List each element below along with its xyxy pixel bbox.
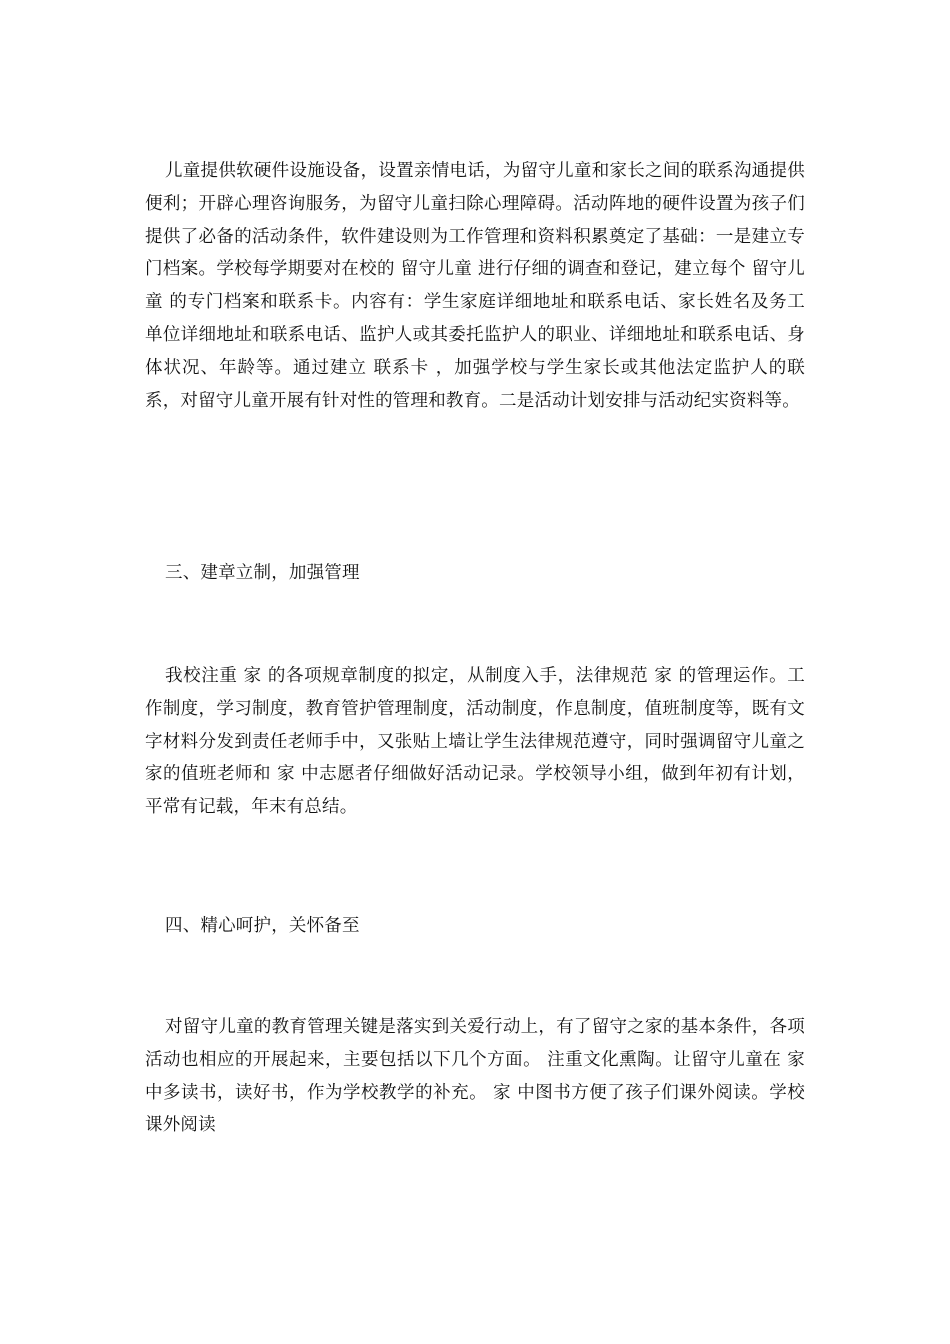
section-heading-3: 三、建章立制，加强管理 <box>165 563 360 583</box>
body-paragraph-1: 儿童提供软硬件设施设备，设置亲情电话，为留守儿童和家长之间的联系沟通提供便利；开辟心理咨询服务，为留守儿童扫除心理障碍。活动阵地的硬件设置为孩子们提供了必备的活动条件，软件建设则为工作管理和资料积累奠定了基础：一是建立专门档案。学校每学期要对在校的 留守儿童 进行仔细的调查和登记，建立每个 留守儿童 的专门档案和联系卡。内容有：学生家庭详细地址和联系电话、家长姓名及务工单位详细地址和联系电话、监护人或其委托监护人的职业、详细地址和联系电话、身体状况、年龄等。通过建立 联系卡 ，加强学校与学生家长或其他法定监护人的联系，对留守儿童开展有针对性的管理和教育。二是活动计划安排与活动纪实资料等。 <box>145 161 805 411</box>
body-paragraph-3: 对留守儿童的教育管理关键是落实到关爱行动上，有了留守之家的基本条件，各项活动也相应的开展起来，主要包括以下几个方面。 注重文化熏陶。让留守儿童在 家 中多读书，读好书，作为学校教学的补充。 家 中图书方便了孩子们课外阅读。学校课外阅读 <box>145 1017 805 1136</box>
body-paragraph-2: 我校注重 家 的各项规章制度的拟定，从制度入手，法律规范 家 的管理运作。工作制度，学习制度，教育管护管理制度，活动制度，作息制度，值班制度等，既有文字材料分发到责任老师手中，又张贴上墙让学生法律规范遵守，同时强调留守儿童之家的值班老师和 家 中志愿者仔细做好活动记录。学校领导小组，做到年初有计划，平常有记载，年末有总结。 <box>145 666 805 818</box>
section-heading-4: 四、精心呵护，关怀备至 <box>165 916 360 936</box>
